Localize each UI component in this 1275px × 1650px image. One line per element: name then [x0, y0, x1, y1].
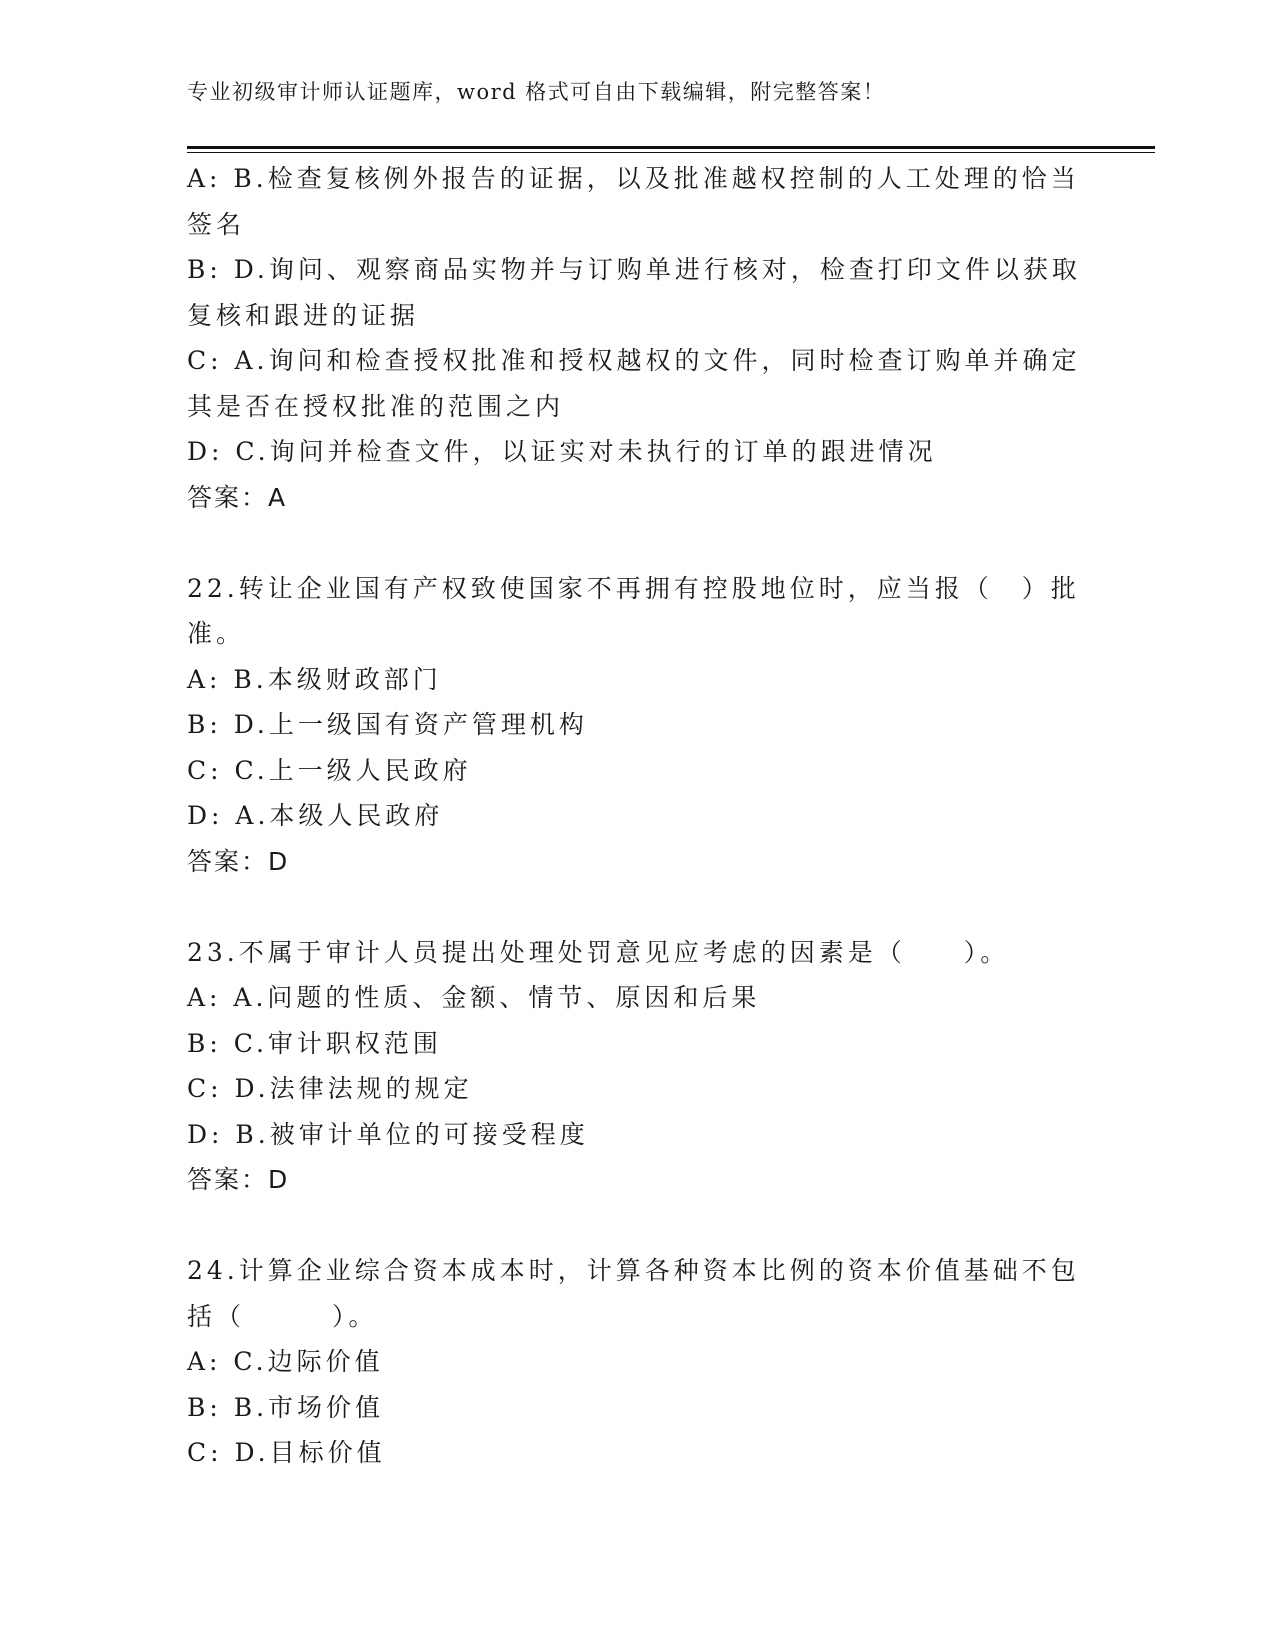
option-a: A: C.边际价值	[187, 1347, 384, 1376]
question-stem-line-1: 24.计算企业综合资本成本时，计算各种资本比例的资本价值基础不包	[187, 1256, 1080, 1285]
answer-label: 答案：D	[187, 846, 290, 876]
question-block	[187, 930, 1077, 1203]
option-b: B: C.审计职权范围	[187, 1028, 442, 1058]
question-block	[187, 156, 1081, 520]
option-b: B: D.上一级国有资产管理机构	[187, 710, 588, 739]
option-b-line-1: B: D.询问、观察商品实物并与订购单进行核对，检查打印文件以获取	[187, 255, 1081, 284]
answer-label: 答案：A	[187, 482, 288, 512]
question-stem: 23.不属于审计人员提出处理处罚意见应考虑的因素是（ ）。	[187, 937, 1010, 967]
block-gap	[187, 884, 1077, 930]
option-c-line-2: 其是否在授权批准的范围之内	[187, 391, 565, 421]
option-a: A: B.本级财政部门	[187, 664, 442, 694]
option-a-line-1: A: B.检查复核例外报告的证据，以及批准越权控制的人工处理的恰当	[187, 164, 1080, 193]
option-c-line-1: C: A.询问和检查授权批准和授权越权的文件，同时检查订购单并确定	[187, 346, 1081, 375]
option-b: B: B.市场价值	[187, 1392, 385, 1422]
block-gap	[187, 520, 1077, 566]
question-stem-line-2: 括（ ）。	[187, 1301, 378, 1331]
block-gap	[187, 1203, 1077, 1249]
question-stem-line-2: 准。	[187, 619, 246, 648]
page-header: 专业初级审计师认证题库，word 格式可自由下载编辑，附完整答案！	[187, 80, 886, 104]
option-d: D: A.本级人民政府	[187, 801, 444, 830]
header-rule-thin	[187, 152, 1155, 153]
question-block	[187, 1248, 1080, 1476]
option-c: C: C.上一级人民政府	[187, 755, 472, 785]
option-a-line-2: 签名	[187, 209, 246, 239]
option-a: A: A.问题的性质、金额、情节、原因和后果	[187, 983, 761, 1012]
option-c: C: D.目标价值	[187, 1438, 386, 1467]
question-stem-line-1: 22.转让企业国有产权致使国家不再拥有控股地位时，应当报（ ）批	[187, 573, 1080, 603]
option-d: D: B.被审计单位的可接受程度	[187, 1119, 589, 1149]
option-d: D: C.询问并检查文件，以证实对未执行的订单的跟进情况	[187, 437, 937, 466]
header-rule-thick	[187, 146, 1155, 149]
option-b-line-2: 复核和跟进的证据	[187, 300, 420, 330]
question-content	[187, 156, 1081, 1476]
option-c: C: D.法律法规的规定	[187, 1074, 473, 1103]
answer-label: 答案：D	[187, 1165, 290, 1194]
question-block	[187, 566, 1080, 885]
